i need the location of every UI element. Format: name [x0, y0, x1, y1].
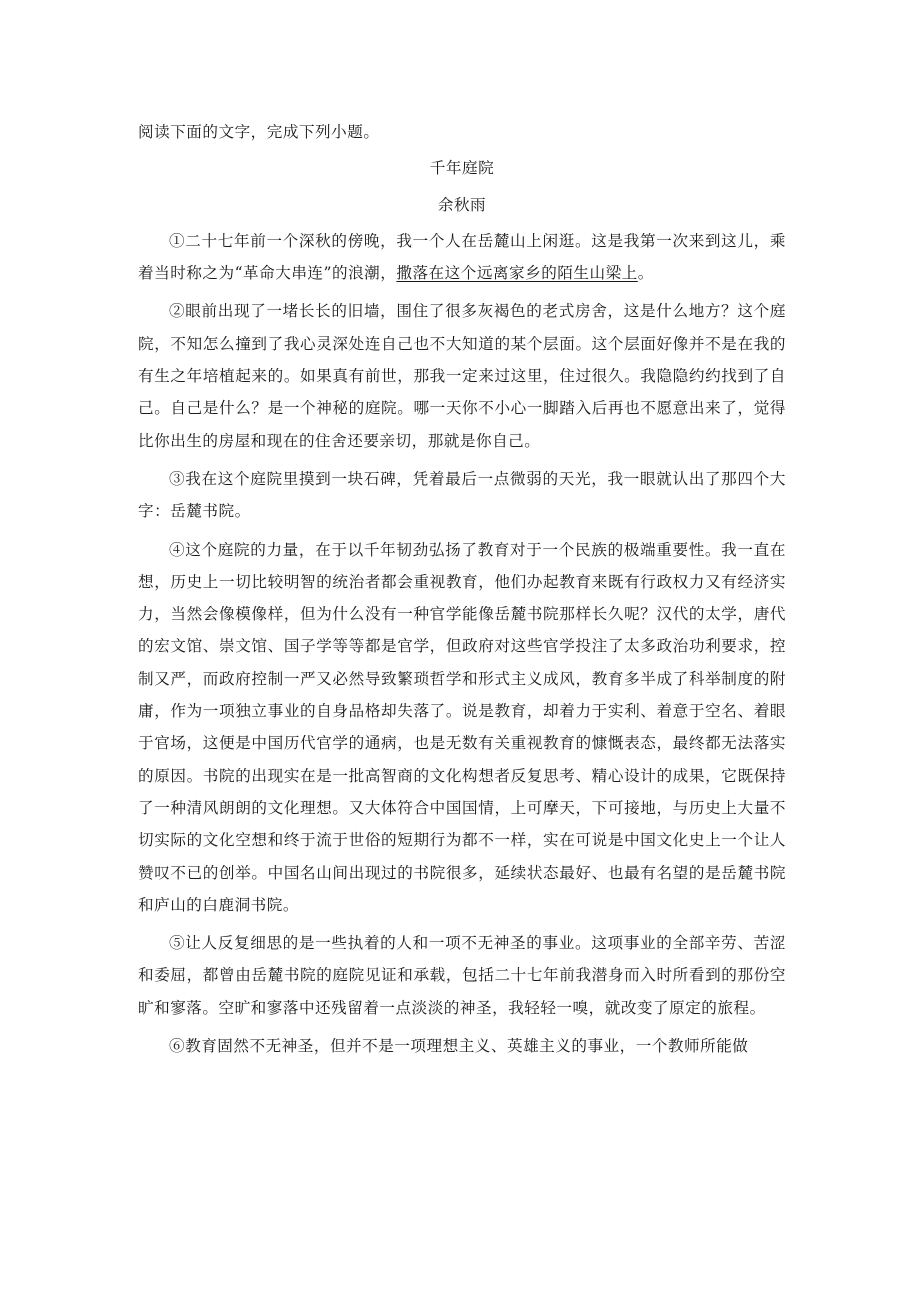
article-title: 千年庭院 [429, 159, 495, 178]
instruction-text: 阅读下面的文字，完成下列小题。 [138, 123, 380, 141]
paragraph-1-text: ①二十七年前一个深秋的傍晚，我一个人在岳麓山上闲逛。这是我第一次来到这儿，乘着当时称之为“革命大串连”的浪潮， [138, 231, 786, 283]
article-author: 余秋雨 [437, 195, 487, 214]
paragraph-3: ③我在这个庭院里摸到一块石碑，凭着最后一点微弱的天光，我一眼就认出了那四个大字：岳麓书院。 [138, 469, 786, 521]
underlined-sentence: 撒落在这个远离家乡的陌生山梁上 [396, 264, 638, 283]
paragraph-1-end: 。 [637, 264, 654, 283]
paragraph-1 [138, 225, 786, 290]
paragraph-2: ②眼前出现了一堵长长的旧墙，围住了很多灰褐色的老式房舍，这是什么地方？这个庭院，不知怎么撞到了我心灵深处连自己也不大知道的某个层面。这个层面好像并不是在我的有生之年培植起来的。如果真有前世，那我一定来过这里，住过很久。我隐隐约约找到了自己。自己是什么？是一个神秘的庭院。哪一天你不小心一脚踏入后再也不愿意出来了，觉得比你出生的房屋和现在的住舍还要亲切，那就是你自己。 [138, 302, 786, 450]
paragraph-6: ⑥教育固然不无神圣，但并不是一项理想主义、英雄主义的事业，一个教师所能做 [169, 1037, 749, 1056]
document-page [138, 116, 786, 1062]
paragraph-5: ⑤让人反复细思的是一些执着的人和一项不无神圣的事业。这项事业的全部辛劳、苦涩和委屈，都曾由岳麓书院的庭院见证和承载，包括二十七年前我潜身而入时所看到的那份空旷和寥落。空旷和寥落中还残留着一点淡淡的神圣，我轻轻一嗅，就改变了原定的旅程。 [138, 934, 786, 1017]
paragraph-4: ④这个庭院的力量，在于以千年韧劲弘扬了教育对于一个民族的极端重要性。我一直在想，历史上一切比较明智的统治者都会重视教育，他们办起教育来既有行政权力又有经济实力，当然会像模像样，但为什么没有一种官学能像岳麓书院那样长久呢？汉代的太学，唐代的宏文馆、崇文馆、国子学等等都是官学，但政府对这些官学投注了太多政治功利要求，控制又严，而政府控制一严又必然导致繁琐哲学和形式主义成风，教育多半成了科举制度的附庸，作为一项独立事业的自身品格却失落了。说是教育，却着力于实利、着意于空名、着眼于官场，这便是中国历代官学的通病，也是无数有关重视教育的慷慨表态，最终都无法落实的原因。书院的出现实在是一批高智商的文化构想者反复思考、精心设计的成果，它既保持了一种清风朗朗的文化理想。又大体符合中国国情，上可摩天，下可接地，与历史上大量不切实际的文化空想和终于流于世俗的短期行为都不一样，实在可说是中国文化史上一个让人赞叹不已的创举。中国名山间出现过的书院很多，延续状态最好、也最有名望的是岳麓书院和庐山的白鹿洞书院。 [138, 540, 786, 914]
